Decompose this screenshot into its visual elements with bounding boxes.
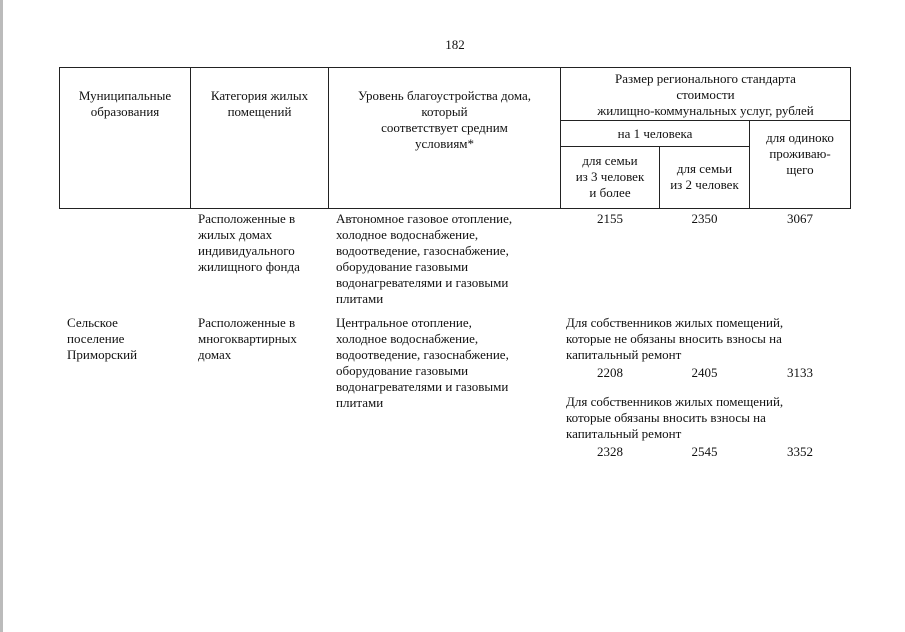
note-no-capital-repair: Для собственников жилых помещений, которые не обязаны вносить взносы на капитальный ремонт bbox=[566, 315, 784, 362]
col-category-header: Категория жилых помещений bbox=[210, 88, 309, 119]
row2b-value-family2: 2545 bbox=[691, 444, 718, 459]
family3-header: для семьи из 3 человек и более bbox=[575, 153, 645, 200]
header-top-border bbox=[59, 67, 851, 68]
col-municipality-header: Муниципальные образования bbox=[78, 88, 172, 119]
row2b-value-single: 3352 bbox=[787, 444, 813, 459]
family2-header: для семьи из 2 человек bbox=[670, 161, 739, 192]
scan-edge bbox=[0, 0, 3, 632]
row1-value-family2: 2350 bbox=[691, 211, 718, 226]
per-person-line bbox=[560, 146, 750, 147]
row2a-value-family2: 2405 bbox=[691, 365, 718, 380]
row1-level: Автономное газовое отопление, холодное водоснабжение, водоотведение, газоснабжение, оборудование газовыми водонагревателями и газовыми плитами bbox=[336, 211, 513, 306]
row2b-value-family3: 2328 bbox=[597, 444, 623, 459]
single-header: для одиноко проживаю- щего bbox=[766, 130, 834, 177]
row2a-value-single: 3133 bbox=[787, 365, 813, 380]
row2-level: Центральное отопление, холодное водоснабжение, водоотведение, газоснабжение, оборудование газовыми водонагревателями и газовыми плитами bbox=[336, 315, 509, 410]
row2-category: Расположенные в многоквартирных домах bbox=[198, 315, 297, 362]
header-right-border bbox=[850, 67, 851, 209]
col-size-header: Размер регионального стандарта стоимости жилищно-коммунальных услуг, рублей bbox=[597, 71, 814, 118]
header-bottom-border bbox=[59, 208, 851, 209]
row1-category: Расположенные в жилых домах индивидуального жилищного фонда bbox=[198, 211, 300, 274]
size-subheader-line bbox=[560, 120, 851, 121]
page-number: 182 bbox=[445, 37, 465, 52]
note-with-capital-repair: Для собственников жилых помещений, которые обязаны вносить взносы на капитальный ремонт bbox=[566, 394, 784, 441]
row2a-value-family3: 2208 bbox=[597, 365, 623, 380]
row1-value-single: 3067 bbox=[787, 211, 813, 226]
row2-municipality: Сельское поселение Приморский bbox=[67, 315, 138, 362]
row1-value-family3: 2155 bbox=[597, 211, 623, 226]
col-level-header: Уровень благоустройства дома, который соответствует средним условиям* bbox=[357, 88, 532, 151]
per-person-header: на 1 человека bbox=[617, 126, 693, 141]
